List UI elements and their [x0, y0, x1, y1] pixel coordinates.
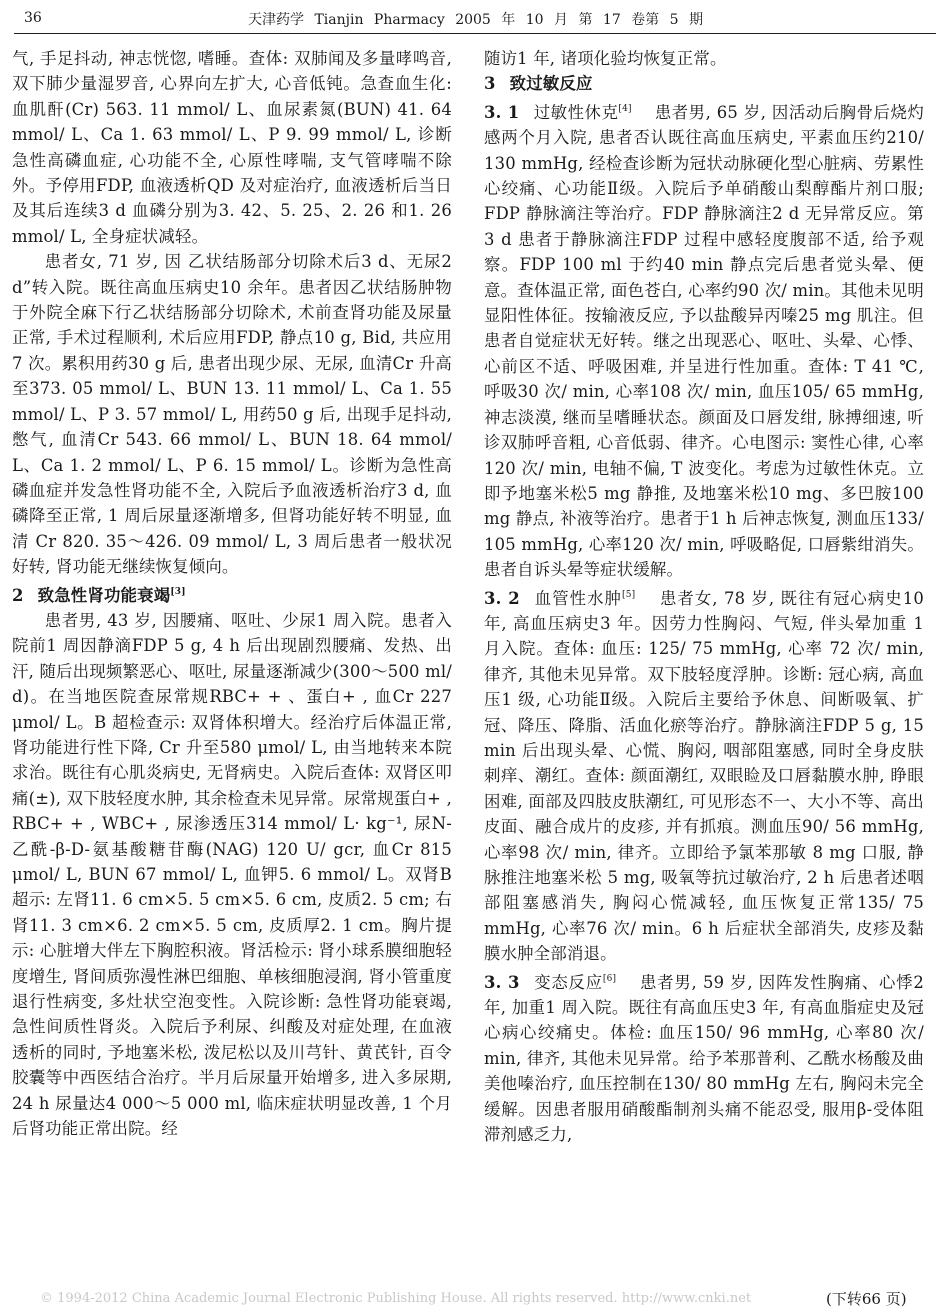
- subsection-text: 患者男, 59 岁, 因阵发性胸痛、心悸2 年, 加重1 周入院。既往有高血压史3 年, 有高血脂症史及冠心病心绞痛史。体检: 血压150/ 96 mmHg, 心率80 次/ min, 律齐, 其他未见异常。给予苯那普利、乙酰水杨酸及曲美他嗪治疗, 血压控制在130/ 80 mmHg 左右, 胸闷未完全缓解。因患者服用硝酸酯制剂头痛不能忍受, 服用β-受体阻滞剂感乏力,: [484, 972, 924, 1145]
- subsection-text: 患者男, 65 岁, 因活动后胸骨后烧灼感两个月入院, 患者否认既往高血压病史, 平素血压约210/ 130 mmHg, 经检查诊断为冠状动脉硬化型心脏病、劳累性心绞痛、心功能Ⅱ级。入院后予单硝酸山梨醇酯片剂口服; FDP 静脉滴注等治疗。FDP 静脉滴注2 d 无异常反应。第3 d 患者于静脉滴注FDP 过程中感轻度腹部不适, 给予观察。FDP 100 ml 于约40 min 静点完后患者觉头晕、便意。查体温正常, 面色苍白, 心率约90 次/ min。其他未见明显阳性体征。按输液反应, 予以盐酸异丙嗪25 mg 肌注。但患者自觉症状无好转。继之出现恶心、呕吐、头晕、心悸、心前区不适、呼吸困难, 并呈进行性加重。查体: T 41 ℃, 呼吸30 次/ min, 心率108 次/ min, 血压105/ 65 mmHg, 神志淡漠, 继而呈嗜睡状态。颜面及口唇发绀, 脉搏细速, 听诊双肺呼音粗, 心音低弱、律齐。心电图示: 窦性心律, 心率 120 次/ min, 电轴不偏, T 波变化。考虑为过敏性休克。立即予地塞米松5 mg 静推, 及地塞米松10 mg、多巴胺100 mg 静点, 补液等治疗。患者于1 h 后神志恢复, 测血压133/ 105 mmHg, 心率120 次/ min, 呼吸略促, 口唇紫绀消失。患者自诉头晕等症状缓解。: [484, 102, 924, 580]
- header-rule: [14, 33, 936, 34]
- reference-marker: [3]: [170, 586, 186, 597]
- right-column: [484, 46, 924, 1147]
- section-heading: [484, 71, 924, 96]
- subsection-text: 患者女, 78 岁, 既往有冠心病史10 年, 高血压病史3 年。因劳力性胸闷、气短, 伴头晕加重 1 月入院。查体: 血压: 125/ 75 mmHg, 心率 72 次/ min, 律齐, 其他未见异常。双下肢轻度浮肿。诊断: 冠心病, 高血压1 级, 心功能Ⅱ级。入院后主要给予休息、间断吸氧、扩冠、降压、降脂、活血化瘀等治疗。静脉滴注FDP 5 g, 15 min 后出现头晕、心慌、胸闷, 咽部阻塞感, 同时全身皮肤刺痒、潮红。查体: 颜面潮红, 双眼睑及口唇黏膜水肿, 睁眼困难, 面部及四肢皮肤潮红, 可见形态不一、大小不等、高出皮面、融合成片的皮疹, 并有抓痕。测血压90/ 56 mmHg, 心率98 次/ min, 律齐。立即给予氯苯那敏 8 mg 口服, 静脉推注地塞米松 5 mg, 吸氧等抗过敏治疗, 2 h 后患者述咽部阻塞感消失, 胸闷心慌减轻, 血压恢复正常135/ 75 mmHg, 心率76 次/ min。6 h 后症状全部消失, 皮疹及黏膜水肿全部消退。: [484, 588, 925, 964]
- subsection-title: 血管性水肿: [533, 588, 622, 608]
- running-title: 天津药学 Tianjin Pharmacy 2005 年 10 月 第 17 卷第 5 期: [248, 12, 703, 28]
- section-heading: [12, 580, 452, 608]
- section-title: 致过敏反应: [509, 74, 593, 94]
- left-column: [12, 46, 452, 1141]
- subsection-paragraph: [484, 97, 924, 583]
- reference-marker: [5]: [622, 589, 636, 600]
- subsection-paragraph: [484, 583, 924, 967]
- continued-note: (下转66 页): [826, 1290, 907, 1308]
- reference-marker: [6]: [602, 973, 617, 984]
- section-title: 致急性肾功能衰竭: [37, 585, 171, 605]
- paragraph: 患者男, 43 岁, 因腰痛、呕吐、少尿1 周入院。患者入院前1 周因静滴FDP 5 g, 4 h 后出现剧烈腰痛、发热、出汗, 随后出现频繁恶心、呕吐, 尿量逐渐减少(300～500 ml/ d)。在当地医院查尿常规RBC+ + 、蛋白+ , 血Cr 227 μmol/ L。B 超检查示: 双肾体积增大。经治疗后体温正常, 肾功能进行性下降, Cr 升至580 μmol/ L, 由当地转来本院求治。既往有心肌炎病史, 无肾病史。入院后查体: 双肾区叩痛(±), 双下肢轻度水肿, 其余检查未见异常。尿常规蛋白+ , RBC+ + , WBC+ , 尿渗透压314 mmol/ L· kg⁻¹, 尿N-乙酰-β-D-氨基酸糖苷酶(NAG) 120 U/ gcr, 血Cr 815 μmol/ L, BUN 67 mmol/ L, 血钾5. 6 mmol/ L。双肾B 超示: 左肾11. 6 cm×5. 5 cm×5. 6 cm, 皮质2. 5 cm; 右肾11. 3 cm×6. 2 cm×5. 5 cm, 皮质厚2. 1 cm。胸片提示: 心脏增大伴左下胸腔积液。肾活检示: 肾小球系膜细胞轻度增生, 肾间质弥漫性淋巴细胞、单核细胞浸润, 肾小管重度退行性病变, 多灶状空泡变性。入院诊断: 急性肾功能衰竭, 急性间质性肾炎。入院后予利尿、纠酸及对症处理, 在血液透析的同时, 予地塞米松, 泼尼松以及川芎针、黄芪针, 百令胶囊等中西医结合治疗。半月后尿量开始增多, 进入多尿期, 24 h 尿量达4 000～5 000 ml, 临床症状明显改善, 1 个月后肾功能正常出院。经: [12, 610, 452, 1139]
- paragraph: 气, 手足抖动, 神志恍惚, 嗜睡。查体: 双肺闻及多量哮鸣音, 双下肺少量湿罗音, 心界向左扩大, 心音低钝。急查血生化: 血肌酐(Cr) 563. 11 mmol/ L、血尿素氮(BUN) 41. 64 mmol/ L、Ca 1. 63 mmol/ L、P 9. 99 mmol/ L, 诊断急性高磷血症, 心功能不全, 心原性哮喘, 支气管哮喘不除外。予停用FDP, 血液透析QD 及对症治疗, 血液透析后当日及其后连续3 d 血磷分别为3. 42、5. 25、2. 26 和1. 26 mmol/ L, 全身症状减轻。: [12, 49, 452, 246]
- subsection-number: 3. 2: [484, 588, 520, 608]
- subsection-number: 3. 1: [484, 102, 520, 122]
- copyright-watermark: © 1994-2012 China Academic Journal Electronic Publishing House. All rights reserved. http://www.cnki.net: [40, 1291, 752, 1306]
- subsection-paragraph: [484, 967, 924, 1148]
- section-number: 2: [12, 585, 24, 605]
- page-header: [0, 0, 950, 38]
- reference-marker: [4]: [618, 103, 632, 114]
- subsection-title: 变态反应: [533, 972, 603, 992]
- page-number: 36: [24, 10, 42, 26]
- subsection-title: 过敏性休克: [533, 102, 619, 122]
- section-number: 3: [484, 74, 496, 94]
- paragraph: 随访1 年, 诸项化验均恢复正常。: [484, 49, 727, 68]
- paragraph: 患者女, 71 岁, 因 乙状结肠部分切除术后3 d、无尿2 d”转入院。既往高血压病史10 余年。患者因乙状结肠肿物于外院全麻下行乙状结肠部分切除术, 术前查肾功能及尿量正常, 手术过程顺利, 术后应用FDP, 静点10 g, Bid, 共应用7 次。累积用药30 g 后, 患者出现少尿、无尿, 血清Cr 升高至373. 05 mmol/ L、BUN 13. 11 mmol/ L、Ca 1. 55 mmol/ L、P 3. 57 mmol/ L, 用药50 g 后, 出现手足抖动, 憋气, 血清Cr 543. 66 mmol/ L、BUN 18. 64 mmol/ L、Ca 1. 2 mmol/ L、P 6. 15 mmol/ L。诊断为急性高磷血症并发急性肾功能不全, 入院后予血液透析治疗3 d, 血磷降至正常, 1 周后尿量逐渐增多, 但肾功能好转不明显, 血清 Cr 820. 35～426. 09 mmol/ L, 3 周后患者一般状况好转, 肾功能无继续恢复倾向。: [12, 252, 452, 577]
- subsection-number: 3. 3: [484, 972, 520, 992]
